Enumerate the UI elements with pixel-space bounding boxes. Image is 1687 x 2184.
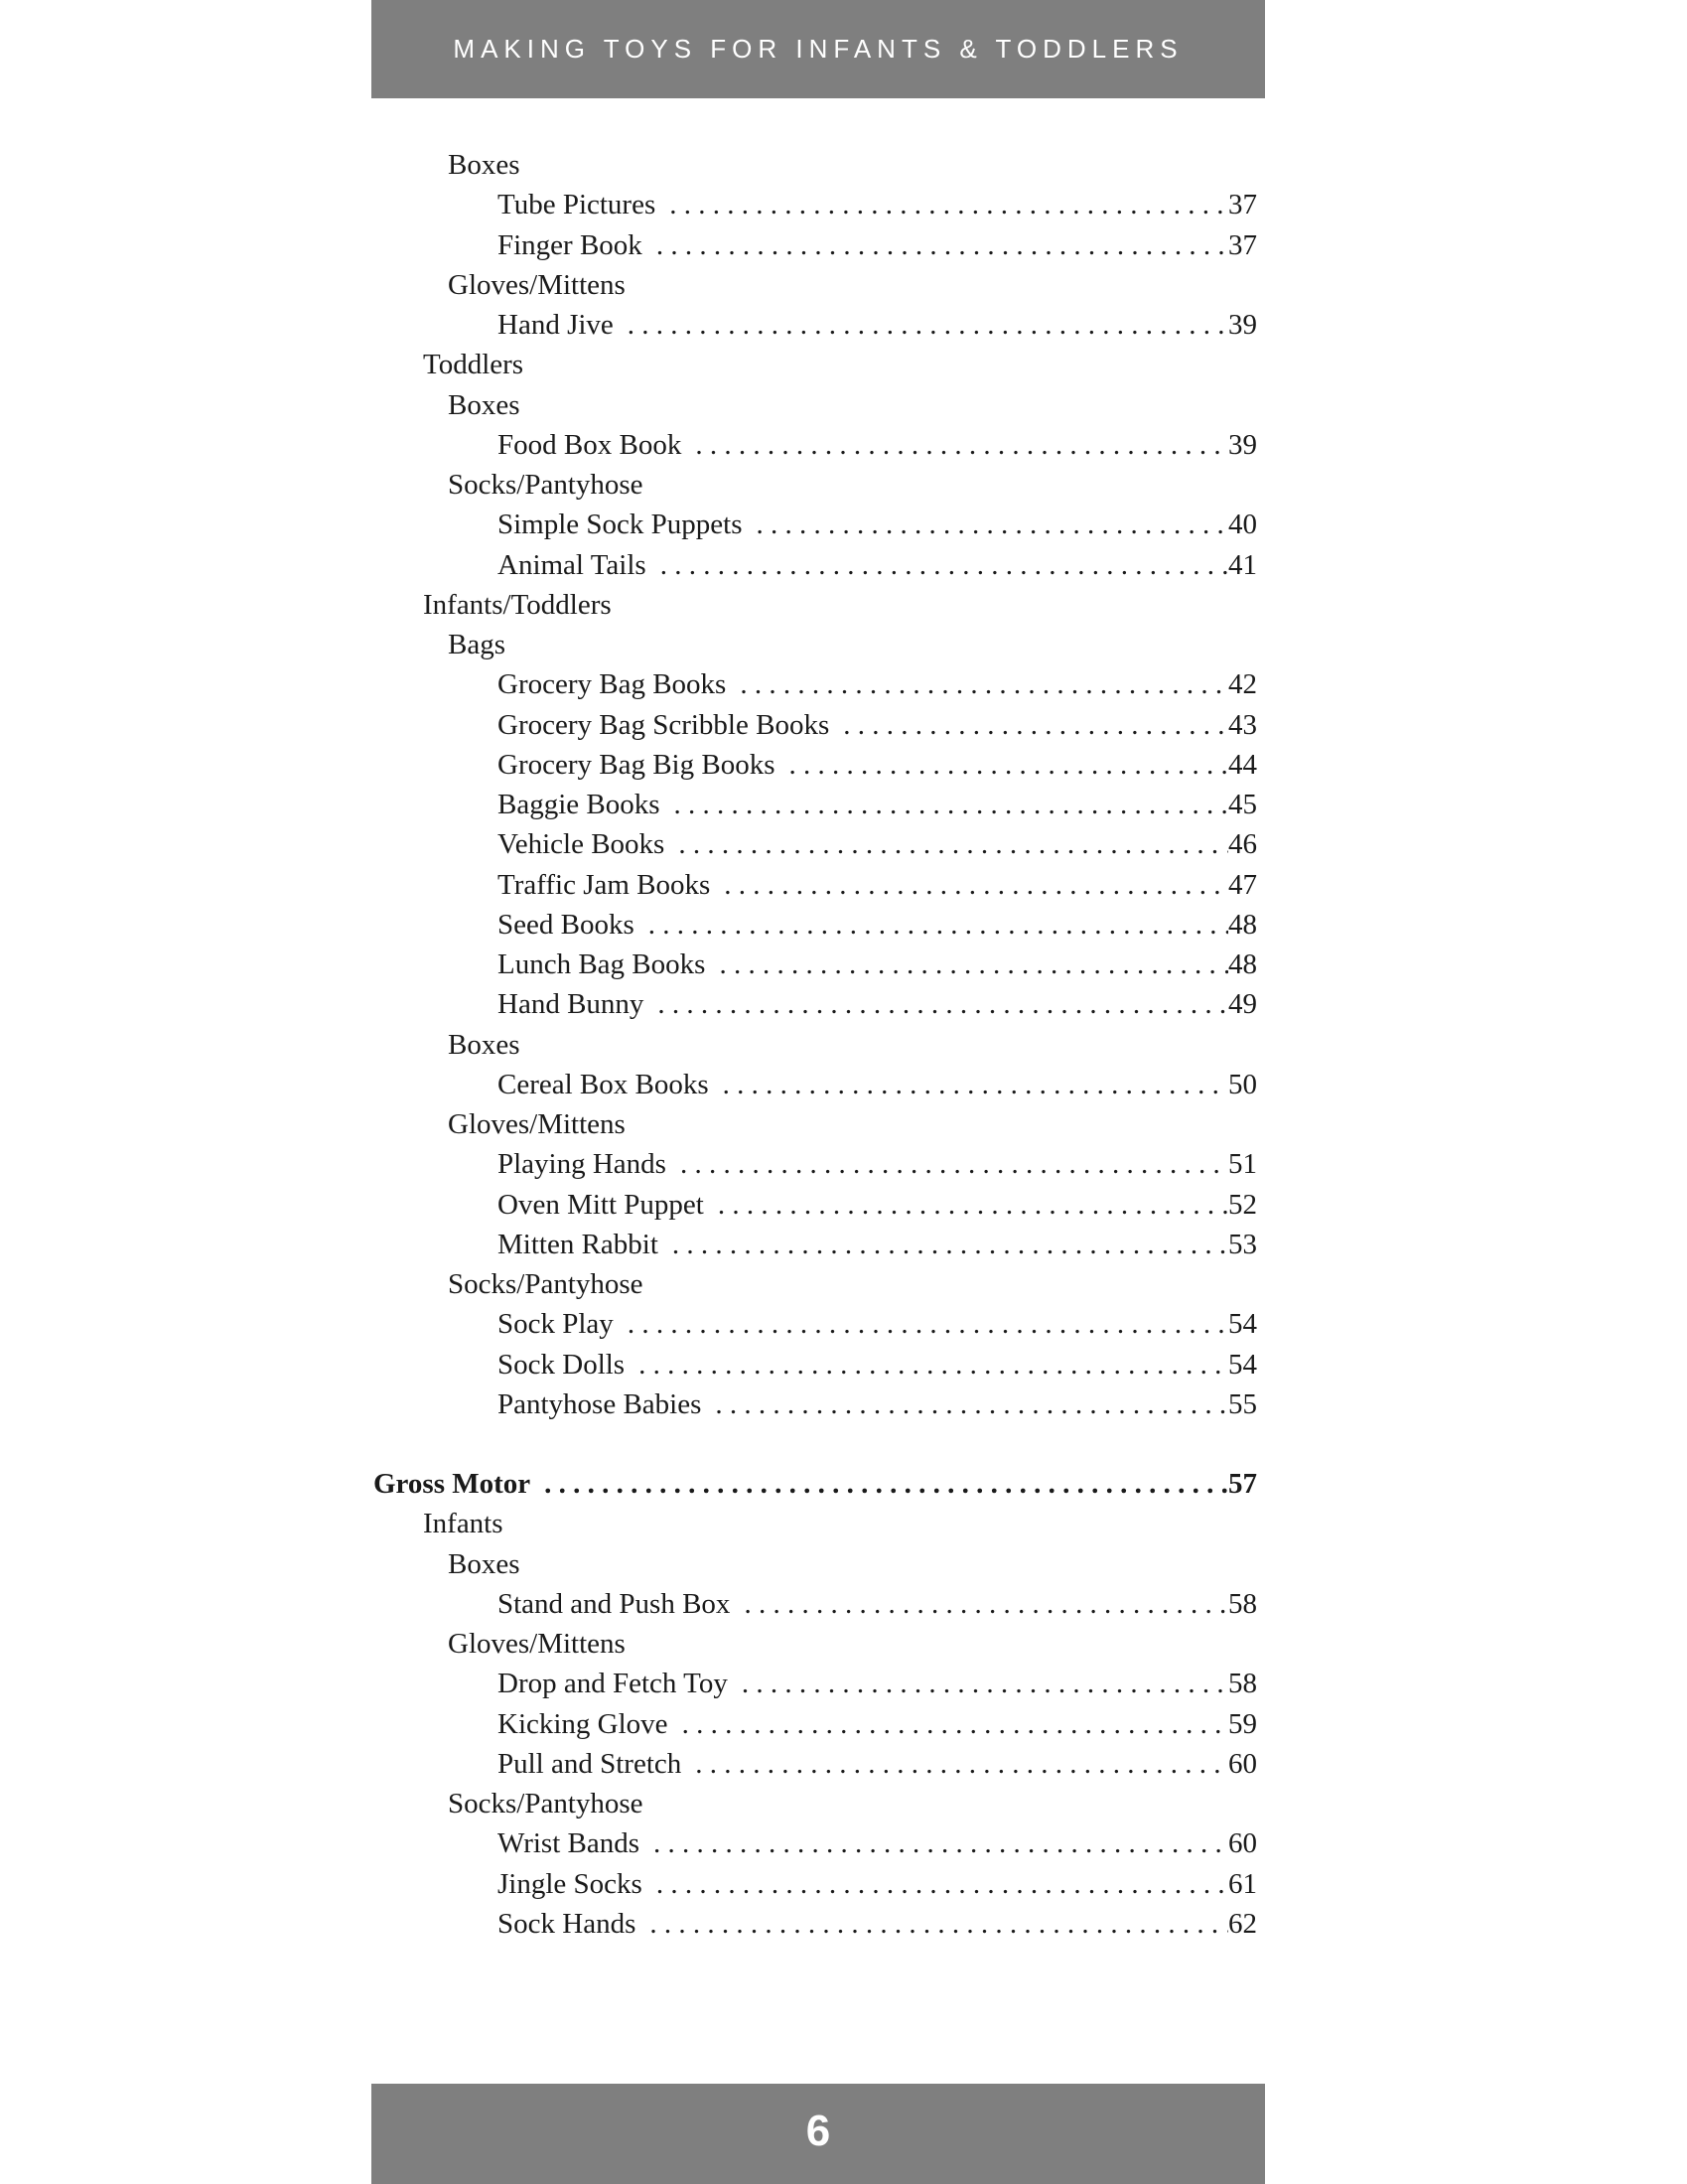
toc-entry (497, 1864, 1257, 1904)
toc-leader-dots (658, 1225, 1228, 1264)
toc-page-number: 37 (1228, 229, 1257, 261)
toc-page-number: 62 (1228, 1908, 1257, 1940)
toc-page-number: 39 (1228, 429, 1257, 461)
toc-page-number: 42 (1228, 668, 1257, 700)
toc-heading (448, 465, 1257, 505)
toc-leader-dots (730, 1584, 1228, 1624)
toc-entry (497, 785, 1257, 824)
toc-leader-dots (642, 225, 1228, 265)
toc-page-number: 49 (1228, 988, 1257, 1020)
toc-page-number: 46 (1228, 828, 1257, 860)
toc-leader-dots (705, 945, 1228, 984)
toc-heading (448, 1264, 1257, 1304)
toc-page-number: 44 (1228, 749, 1257, 781)
toc-leader-dots (643, 984, 1228, 1024)
toc-entry (497, 185, 1257, 224)
toc-entry-title: Traffic Jam Books (497, 869, 711, 901)
toc-page-number: 53 (1228, 1229, 1257, 1260)
toc-entry-title: Socks/Pantyhose (448, 1788, 643, 1820)
toc-entry (497, 1664, 1257, 1703)
toc-entry-title: Sock Play (497, 1308, 614, 1340)
toc-heading (448, 1544, 1257, 1584)
toc-page-number: 57 (1228, 1468, 1257, 1500)
toc-heading (423, 1504, 1257, 1543)
toc-entry-title: Oven Mitt Puppet (497, 1189, 704, 1221)
toc-entry (497, 984, 1257, 1024)
toc-entry-title: Lunch Bag Books (497, 948, 706, 980)
toc-entry (497, 1823, 1257, 1863)
toc-leader-dots (681, 425, 1228, 465)
toc-leader-dots (709, 1065, 1228, 1104)
toc-entry-title: Boxes (448, 149, 520, 181)
toc-page-number: 39 (1228, 309, 1257, 341)
toc-entry (497, 1744, 1257, 1784)
toc-page-number: 52 (1228, 1189, 1257, 1221)
toc-entry (497, 1225, 1257, 1264)
toc-entry (497, 425, 1257, 465)
toc-entry-title: Food Box Book (497, 429, 682, 461)
toc-entry (373, 1464, 1257, 1504)
toc-leader-dots (704, 1185, 1228, 1225)
toc-entry-title: Baggie Books (497, 789, 660, 820)
toc-leader-dots (666, 1144, 1228, 1184)
toc-leader-dots (710, 865, 1228, 905)
toc-heading (448, 145, 1257, 185)
toc-entry-title: Jingle Socks (497, 1868, 642, 1900)
toc-entry (497, 824, 1257, 864)
toc-leader-dots (664, 824, 1228, 864)
toc-entry-title: Boxes (448, 1029, 520, 1061)
toc-heading (448, 625, 1257, 664)
toc-page-number: 43 (1228, 709, 1257, 741)
toc-entry (497, 745, 1257, 785)
toc-entry-title: Bags (448, 629, 505, 660)
page-footer (371, 2084, 1265, 2184)
toc-entry-title: Tube Pictures (497, 189, 656, 220)
toc-entry (497, 1704, 1257, 1744)
toc-entry-title: Simple Sock Puppets (497, 509, 743, 540)
toc-entry (497, 305, 1257, 345)
toc-leader-dots (635, 1904, 1228, 1944)
toc-page-number: 58 (1228, 1588, 1257, 1620)
toc-leader-dots (829, 705, 1228, 745)
toc-entry-title: Wrist Bands (497, 1827, 640, 1859)
toc-entry (497, 545, 1257, 585)
toc-entry (497, 1345, 1257, 1384)
toc-entry-title: Boxes (448, 389, 520, 421)
toc-page-number: 47 (1228, 869, 1257, 901)
toc-entry (497, 705, 1257, 745)
toc-page-number: 37 (1228, 189, 1257, 220)
toc-leader-dots (634, 905, 1228, 945)
toc-entry-title: Finger Book (497, 229, 642, 261)
toc-entry-title: Sock Hands (497, 1908, 636, 1940)
toc-page-number: 40 (1228, 509, 1257, 540)
toc-entry-title: Animal Tails (497, 549, 646, 581)
toc-entry-title: Pull and Stretch (497, 1748, 682, 1780)
toc-entry-title: Gloves/Mittens (448, 269, 626, 301)
toc-leader-dots (775, 745, 1229, 785)
toc-entry-title: Socks/Pantyhose (448, 1268, 643, 1300)
toc-leader-dots (642, 1864, 1228, 1904)
toc-heading (448, 1784, 1257, 1823)
toc-heading (448, 385, 1257, 425)
toc-leader-dots (655, 185, 1228, 224)
toc-leader-dots (646, 545, 1228, 585)
toc-page-number: 55 (1228, 1388, 1257, 1420)
toc-page-number: 54 (1228, 1349, 1257, 1381)
toc-leader-dots (668, 1704, 1228, 1744)
toc-page-number: 51 (1228, 1148, 1257, 1180)
toc-leader-dots (625, 1345, 1228, 1384)
toc-page-number: 45 (1228, 789, 1257, 820)
toc-leader-dots (614, 1304, 1228, 1344)
toc-page-number: 58 (1228, 1668, 1257, 1699)
toc-entry (497, 1584, 1257, 1624)
toc-heading (448, 1104, 1257, 1144)
toc-heading (448, 1624, 1257, 1664)
toc-entry-title: Grocery Bag Scribble Books (497, 709, 830, 741)
toc-entry (497, 1185, 1257, 1225)
toc-entry (497, 505, 1257, 544)
toc-heading (423, 585, 1257, 625)
toc-entry-title: Cereal Box Books (497, 1069, 709, 1100)
toc-entry (497, 1144, 1257, 1184)
toc-entry-title: Grocery Bag Books (497, 668, 727, 700)
toc-entry-title: Socks/Pantyhose (448, 469, 643, 501)
toc-entry-title: Gross Motor (373, 1468, 531, 1500)
toc-leader-dots (701, 1384, 1228, 1424)
toc-heading (423, 345, 1257, 384)
toc-leader-dots (728, 1664, 1228, 1703)
toc-page-number: 59 (1228, 1708, 1257, 1740)
toc-entry-title: Gloves/Mittens (448, 1108, 626, 1140)
toc-entry-title: Mitten Rabbit (497, 1229, 658, 1260)
toc-page-number: 54 (1228, 1308, 1257, 1340)
toc-leader-dots (660, 785, 1228, 824)
toc-entry (497, 1384, 1257, 1424)
toc-heading (448, 265, 1257, 305)
toc-page-number: 60 (1228, 1748, 1257, 1780)
toc-entry-title: Toddlers (423, 349, 524, 380)
toc-entry (497, 1304, 1257, 1344)
toc-page-number: 41 (1228, 549, 1257, 581)
toc-heading (448, 1025, 1257, 1065)
toc-entry-title: Infants (423, 1508, 503, 1539)
toc-entry-title: Pantyhose Babies (497, 1388, 702, 1420)
toc-page-number: 48 (1228, 948, 1257, 980)
toc-entry-title: Boxes (448, 1548, 520, 1580)
toc-leader-dots (639, 1823, 1228, 1863)
running-header-title: MAKING TOYS FOR INFANTS & TODDLERS (453, 34, 1184, 64)
toc-entry (497, 865, 1257, 905)
toc-entry-title: Grocery Bag Big Books (497, 749, 775, 781)
toc-entry-title: Stand and Push Box (497, 1588, 731, 1620)
toc-entry (497, 1904, 1257, 1944)
toc-leader-dots (530, 1464, 1228, 1504)
toc-entry-title: Playing Hands (497, 1148, 666, 1180)
toc-entry-title: Seed Books (497, 909, 634, 941)
toc-entry-title: Vehicle Books (497, 828, 665, 860)
toc-leader-dots (681, 1744, 1228, 1784)
toc-leader-dots (614, 305, 1228, 345)
toc-entry-title: Hand Bunny (497, 988, 644, 1020)
toc-entry (497, 664, 1257, 704)
toc-entry (497, 1065, 1257, 1104)
toc-page-number: 50 (1228, 1069, 1257, 1100)
toc-page-number: 48 (1228, 909, 1257, 941)
toc-entry (497, 225, 1257, 265)
toc-page-number: 60 (1228, 1827, 1257, 1859)
toc-entry-title: Sock Dolls (497, 1349, 626, 1381)
page-number: 6 (805, 2107, 831, 2155)
toc-leader-dots (726, 664, 1228, 704)
toc-leader-dots (743, 505, 1228, 544)
toc-entry-title: Infants/Toddlers (423, 589, 612, 621)
toc-entry (497, 905, 1257, 945)
toc-entry-title: Gloves/Mittens (448, 1628, 626, 1660)
toc-page-number: 61 (1228, 1868, 1257, 1900)
toc-entry-title: Drop and Fetch Toy (497, 1668, 728, 1699)
toc-entry-title: Hand Jive (497, 309, 614, 341)
toc-entry-title: Kicking Glove (497, 1708, 668, 1740)
toc-entry (497, 945, 1257, 984)
